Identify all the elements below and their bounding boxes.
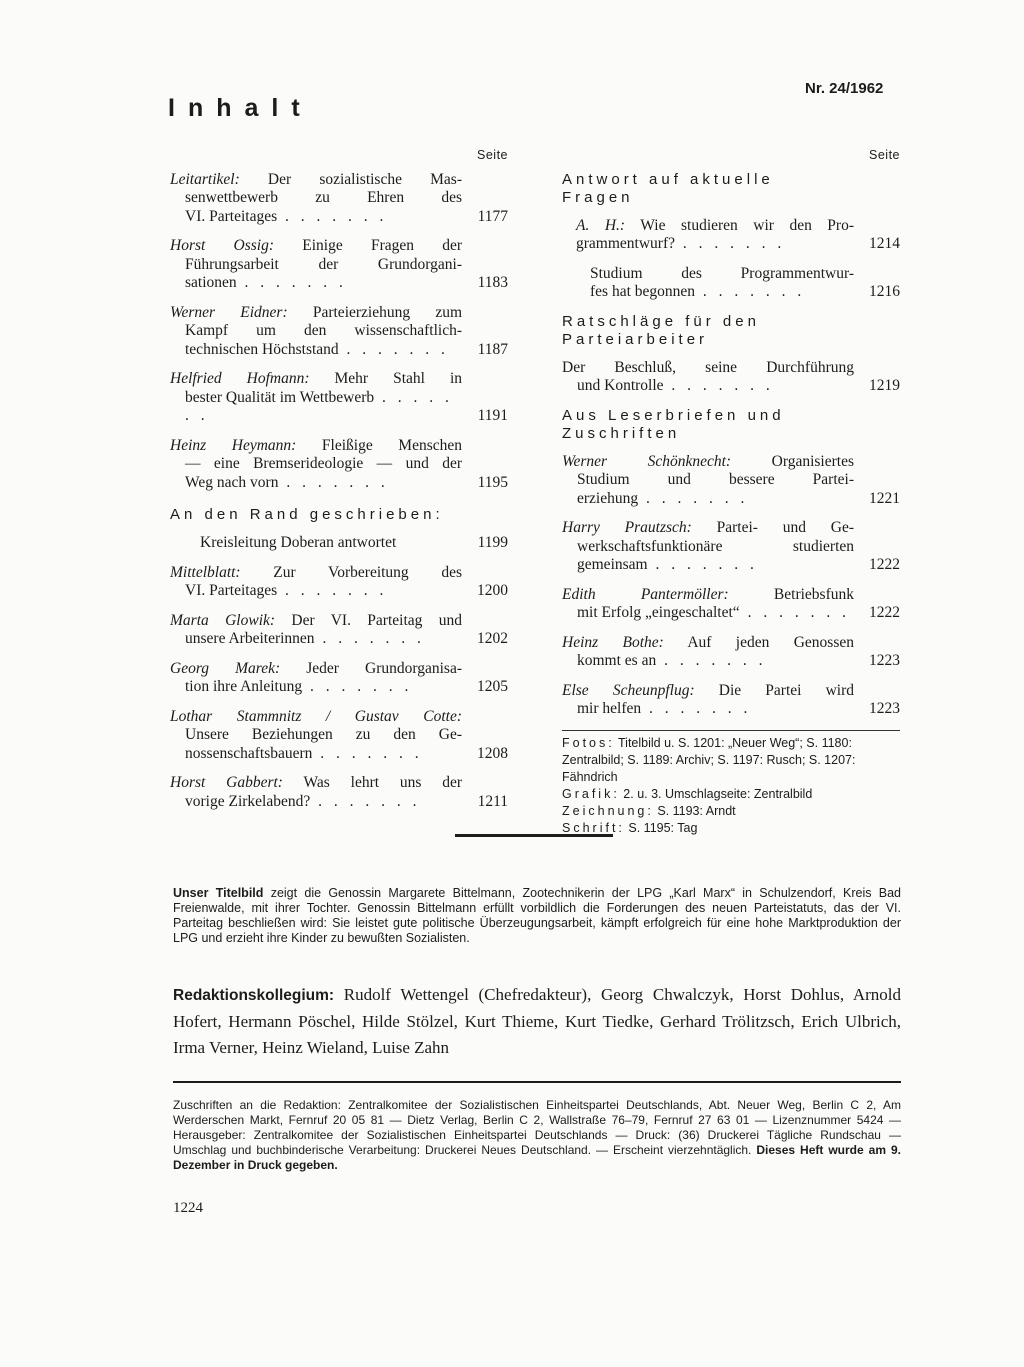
section-heading-line: Fragen <box>562 188 634 206</box>
leader-dots: . . . . . . . <box>638 489 749 507</box>
toc-entry-line <box>185 341 462 360</box>
toc-entry-line-text: sationen <box>185 274 237 291</box>
toc-entry-line-text: gemeinsam <box>577 556 648 573</box>
seite-label: Seite <box>869 148 900 162</box>
toc-entry-line <box>185 189 462 208</box>
toc-entry-author: Helfried Hofmann: <box>170 370 310 387</box>
seite-label: Seite <box>477 148 508 162</box>
toc-entry-title: Mehr Stahl in <box>334 370 463 387</box>
board-label: Redaktionskollegium: <box>173 987 335 1004</box>
toc-entry-first-line <box>170 660 462 679</box>
toc-page-number: 1222 <box>869 604 900 621</box>
credit-text: Titelbild u. S. 1201: „Neuer Weg“; S. 1180: Zentralbild; S. 1189: Archiv; S. 1197: Rusch; S. 1207: Fähndrich <box>562 735 856 784</box>
section-heading: An den Rand geschrieben: <box>170 506 444 523</box>
toc-entry-continuation <box>170 389 462 426</box>
toc-entry-line-text: grammentwurf? <box>576 235 675 252</box>
toc-entry-title: Jeder Grundorganisa- <box>306 659 463 677</box>
toc-entry-first-line <box>562 634 854 653</box>
toc-entry-continuation <box>170 256 462 293</box>
toc-entry-text: Kreisleitung Doberan antwortet <box>200 534 397 551</box>
caption-lead: Unser Titelbild <box>173 886 264 900</box>
toc-entry-line <box>185 793 462 812</box>
toc-right-sections <box>562 171 900 719</box>
toc-entry-author: Werner Schönknecht: <box>562 452 732 470</box>
toc-entry-author: A. H.: <box>576 216 626 234</box>
credit-text: S. 1195: Tag <box>628 820 698 835</box>
toc-entry-first-line <box>562 359 854 378</box>
toc-entry <box>562 519 900 575</box>
leader-dots: . . . . . . . <box>647 556 758 573</box>
toc-entry-line <box>185 455 462 474</box>
toc-entry-line <box>185 322 462 341</box>
toc-entry <box>170 708 508 764</box>
toc-entry-line-text: fes hat begonnen <box>590 283 696 300</box>
toc-entry-line <box>577 556 854 575</box>
toc-entry-continuation <box>562 604 854 623</box>
toc-entry <box>170 437 508 493</box>
toc-page-number: 1187 <box>477 340 508 358</box>
leader-dots: . . . . . . . <box>278 473 389 491</box>
toc-entry-continuation <box>170 455 462 492</box>
toc-entry-first-line <box>170 564 462 583</box>
toc-entry-author: Edith Pantermöller: <box>562 585 729 603</box>
toc-entry-title: Die Partei wird <box>718 681 854 699</box>
section-heading-line: Aus Leserbriefen und <box>562 406 785 424</box>
toc-entry-line <box>577 538 854 557</box>
credit-label: Fotos: <box>562 735 615 750</box>
leader-dots: . . . . . . . <box>310 792 421 810</box>
credit-label: Grafik: <box>562 786 620 801</box>
leader-dots: . . . . . . . <box>338 340 449 358</box>
toc-entry-line-text: Weg nach vorn <box>185 473 279 491</box>
leader-dots: . . . . . . . <box>656 652 767 669</box>
toc-entry-author: Mittelblatt: <box>170 563 241 581</box>
toc-entry-continuation <box>576 235 854 254</box>
toc-entry <box>170 534 508 553</box>
toc-entry-author: Horst Ossig: <box>170 237 275 254</box>
toc-entry-title: Partei- und Ge- <box>716 519 854 536</box>
leader-dots: . . . . . . . <box>739 604 850 621</box>
toc-entry-author: Werner Eidner: <box>170 303 288 321</box>
toc-entry-title: Einige Fragen der <box>302 237 463 254</box>
divider-rule <box>455 834 613 837</box>
toc-entry <box>562 217 900 254</box>
toc-page-number: 1214 <box>869 235 900 252</box>
toc-entry-line-text: Unsere Beziehungen zu den Ge- <box>185 726 462 743</box>
toc-entry-line <box>185 474 462 493</box>
toc-entry-title: Der Beschluß, seine Durchführung <box>562 358 854 376</box>
toc-entry-author: Lothar Stammnitz / Gustav Cotte: <box>170 707 462 725</box>
toc-entry-line <box>185 208 462 227</box>
toc-entry-title: Der sozialistische Mas- <box>267 170 462 188</box>
toc-entry <box>562 453 900 509</box>
section-heading <box>562 313 900 349</box>
toc-left-entries-2 <box>170 564 508 812</box>
toc-entry-line-text: nossenschaftsbauern <box>185 744 313 762</box>
toc-entry-author: Horst Gabbert: <box>170 774 283 791</box>
toc-page-number: 1221 <box>869 489 900 507</box>
imprint <box>173 1098 901 1173</box>
toc-entry-continuation <box>562 471 854 508</box>
toc-entry <box>170 304 508 360</box>
leader-dots: . . . . . . . <box>675 235 786 252</box>
toc-entry-first-line <box>170 370 462 389</box>
toc-entry <box>562 586 900 623</box>
leader-dots: . . . . . . . <box>277 582 388 599</box>
credit-text: S. 1193: Arndt <box>657 803 736 818</box>
toc-entry-title: Betriebsfunk <box>773 585 854 603</box>
toc-entry-line <box>185 582 462 601</box>
toc-entry <box>170 370 508 426</box>
toc-entry-line-text: senwettbewerb zu Ehren des <box>185 189 462 206</box>
caption-text: zeigt die Genossin Margarete Bittelmann, Zootechnikerin der LPG „Karl Marx“ in Schulzendorf, Kreis Bad Freienwalde, mit ihrer Tochter. Genossin Bittelmann erfüllt vorbildlich die Forderungen des neuen Parteistatuts, das der VI. Parteitag beschließen wird: Sie leistet gute politische Überzeugungsarbeit, kämpft erfolgreich für eine hohe Marktproduktion der LPG und erzieht ihre Kinder zu bewußten Sozialisten. <box>173 886 901 945</box>
toc-entry-continuation <box>170 322 462 359</box>
toc-entry-continuation <box>562 538 854 575</box>
toc-entry-line-text: mir helfen <box>577 700 642 717</box>
credit-line <box>562 786 900 803</box>
toc-entry-first-line <box>590 265 854 284</box>
toc-entry-continuation <box>590 283 854 302</box>
toc-page-number: 1223 <box>869 652 900 669</box>
toc-entry-line <box>185 745 462 764</box>
toc-entry-title: Der VI. Parteitag und <box>291 611 463 629</box>
toc-page-number: 1183 <box>477 274 508 291</box>
toc-entry-first-line <box>170 612 462 631</box>
toc-entry-line <box>577 652 854 671</box>
credit-line <box>562 803 900 820</box>
toc-entry-line-text: VI. Parteitages <box>185 582 278 599</box>
toc-entry <box>170 660 508 697</box>
toc-entry-title: Studium des Programmentwur- <box>590 264 854 282</box>
photo-credits <box>562 730 900 837</box>
leader-dots: . . . . . . . <box>663 377 774 394</box>
leader-dots: . . . . . . . <box>302 678 413 695</box>
leader-dots: . . . . . . . <box>314 630 425 647</box>
toc-entry-title: Was lehrt uns der <box>303 774 462 791</box>
toc-page-number: 1199 <box>477 534 508 551</box>
toc-entry-line-text: — eine Bremserideologie — und der <box>185 455 462 472</box>
toc-entry-author: Marta Glowik: <box>170 611 276 629</box>
leader-dots: . . . . . . . <box>277 207 388 225</box>
toc-entry-author: Heinz Heymann: <box>170 436 297 454</box>
toc-entry-line <box>577 700 854 719</box>
toc-entry-first-line <box>170 304 462 323</box>
toc-entry-line-text: Kampf um den wissenschaftlich- <box>185 322 462 339</box>
cover-caption <box>173 886 901 946</box>
toc-entry-first-line <box>170 437 462 456</box>
toc-entry-continuation <box>170 678 462 697</box>
toc-entry-first-line <box>562 682 854 701</box>
toc-entry-line <box>185 274 462 293</box>
toc-entry-first-line <box>562 519 854 538</box>
section-heading <box>562 171 900 207</box>
toc-entry-line <box>185 630 462 649</box>
toc-entry-author: Georg Marek: <box>170 659 281 677</box>
section-heading-line: Zuschriften <box>562 424 681 442</box>
section-heading-line: Antwort auf aktuelle <box>562 170 774 188</box>
issue-number: Nr. 24/1962 <box>805 80 884 97</box>
toc-entry-line-text: und Kontrolle <box>577 377 664 394</box>
toc-entry-title: Parteierziehung zum <box>312 303 462 321</box>
toc-entry-line <box>185 726 462 745</box>
leader-dots: . . . . . . . <box>312 744 423 762</box>
toc-entry-continuation <box>562 700 854 719</box>
toc-entry-line-text: erziehung <box>577 489 639 507</box>
toc-entry-first-line <box>170 708 462 727</box>
toc-entry <box>562 265 900 302</box>
toc-entry <box>562 359 900 396</box>
toc-entry-line <box>185 678 462 697</box>
toc-page-number: 1205 <box>477 678 508 695</box>
toc-entry-continuation <box>562 652 854 671</box>
toc-page-number: 1200 <box>477 582 508 599</box>
toc-entry-author: Heinz Bothe: <box>562 633 664 651</box>
toc-entry-first-line <box>562 453 854 472</box>
toc-left-column <box>170 146 508 822</box>
toc-entry <box>562 682 900 719</box>
toc-left-entries <box>170 171 508 493</box>
toc-entry-first-line <box>170 774 462 793</box>
toc-entry-line-text: kommt es an <box>577 652 657 669</box>
credit-label: Zeichnung: <box>562 803 654 818</box>
toc-entry-line-text: technischen Höchststand <box>185 340 339 358</box>
toc-page-number: 1211 <box>477 792 508 810</box>
credit-text: 2. u. 3. Umschlagseite: Zentralbild <box>623 786 813 801</box>
toc-entry-title: Wie studieren wir den Pro- <box>640 216 855 234</box>
toc-entry-continuation <box>170 189 462 226</box>
toc-page-number: 1177 <box>477 207 508 225</box>
imprint-print-date: Dieses Heft wurde am 9. Dezember in Druck gegeben. <box>173 1143 901 1172</box>
leader-dots: . . . . . . . <box>641 700 752 717</box>
toc-entry <box>170 171 508 227</box>
toc-right-column <box>562 146 900 837</box>
toc-entry-first-line <box>576 217 854 236</box>
editorial-board <box>173 982 901 1061</box>
toc-entry-title: Auf jeden Genossen <box>687 633 854 651</box>
toc-entry-line <box>576 235 854 254</box>
section-heading-line: Ratschläge für den <box>562 312 760 330</box>
divider-rule <box>173 1081 901 1083</box>
toc-entry-line-text: mit Erfolg „eingeschaltet“ <box>577 604 740 621</box>
toc-entry-continuation <box>170 793 462 812</box>
toc-entry-title: Organisiertes <box>771 452 854 470</box>
section-heading-line: Parteiarbeiter <box>562 330 709 348</box>
leader-dots: . . . . . . . <box>236 274 347 291</box>
toc-entry-first-line <box>170 171 462 190</box>
toc-page-number: 1223 <box>869 700 900 717</box>
toc-entry-continuation <box>562 377 854 396</box>
section-heading <box>562 407 900 443</box>
toc-entry-line-text: unsere Arbeiterinnen <box>185 630 315 647</box>
toc-entry-author: Else Scheunpflug: <box>562 681 695 699</box>
toc-entry-line <box>577 490 854 509</box>
imprint-text: Zuschriften an die Redaktion: Zentralkomitee der Sozialistischen Einheitspartei Deutschlands, Abt. Neuer Weg, Berlin C 2, Am Werderschen Markt, Fernruf 20 05 81 — Dietz Verlag, Berlin C 2, Wallstraße 76–79, Fernruf 27 63 01 — Lizenznummer 5424 — Herausgeber: Zentralkomitee der Sozialistischen Einheitspartei Deutschlands — Druck: (36) Druckerei Tägliche Rundschau — Umschlag und buchbinderische Verarbeitung: Druckerei Neues Deutschland. — Erscheint vierzehntäglich. <box>173 1098 901 1157</box>
toc-page-number: 1222 <box>869 556 900 573</box>
toc-entry-line <box>577 377 854 396</box>
credit-line <box>562 735 900 786</box>
toc-entry-line-text: VI. Parteitages <box>185 207 278 225</box>
toc-entry <box>562 634 900 671</box>
toc-page-number: 1216 <box>869 283 900 300</box>
toc-entry-first-line <box>562 586 854 605</box>
toc-entry-line <box>590 283 854 302</box>
toc-page-number: 1219 <box>869 377 900 394</box>
toc-entry-line-text: Führungsarbeit der Grundorgani- <box>185 255 462 273</box>
toc-entry-line-text: vorige Zirkelabend? <box>185 792 311 810</box>
toc-entry-continuation <box>170 582 462 601</box>
leader-dots: . . . . . . . <box>185 388 453 424</box>
toc-entry-continuation <box>170 630 462 649</box>
toc-entry-line-text: bester Qualität im Wettbewerb <box>185 388 375 406</box>
board-members: Rudolf Wettengel (Chefredakteur), Georg Chwalczyk, Horst Dohlus, Arnold Hofert, Hermann Pöschel, Hilde Stölzel, Kurt Thieme, Kurt Tiedke, Gerhard Trölitzsch, Erich Ulbrich, Irma Verner, Heinz Wieland, Luise Zahn <box>173 985 901 1057</box>
toc-entry-first-line <box>170 237 462 256</box>
toc-entry-continuation <box>170 726 462 763</box>
toc-entry-line <box>577 471 854 490</box>
toc-entry-author: Harry Prautzsch: <box>562 519 692 536</box>
toc-entry-line-text: Studium und bessere Partei- <box>577 471 854 488</box>
toc-page-number: 1202 <box>477 630 508 647</box>
toc-entry <box>170 774 508 811</box>
toc-entry-line-text: tion ihre Anleitung <box>185 678 303 695</box>
leader-dots: . . . . . . . <box>695 283 806 300</box>
page-number: 1224 <box>173 1200 203 1216</box>
toc-entry-line-text: werkschaftsfunktionäre studierten <box>577 537 854 555</box>
toc-entry <box>170 564 508 601</box>
toc-entry-title: Fleißige Menschen <box>321 436 462 454</box>
toc-entry-line <box>577 604 854 623</box>
toc-entry-line <box>185 389 462 426</box>
toc-entry <box>170 612 508 649</box>
toc-entry-title: Zur Vorbereitung des <box>273 563 463 581</box>
toc-entry-line <box>185 256 462 275</box>
toc-entry-author: Leitartikel: <box>170 170 240 188</box>
page-title: Inhalt <box>168 94 313 122</box>
toc-entry <box>170 237 508 293</box>
toc-page-number: 1195 <box>477 473 508 491</box>
credit-label: Schrift: <box>562 820 625 835</box>
toc-page-number: 1208 <box>477 744 508 762</box>
toc-page-number: 1191 <box>477 407 508 424</box>
